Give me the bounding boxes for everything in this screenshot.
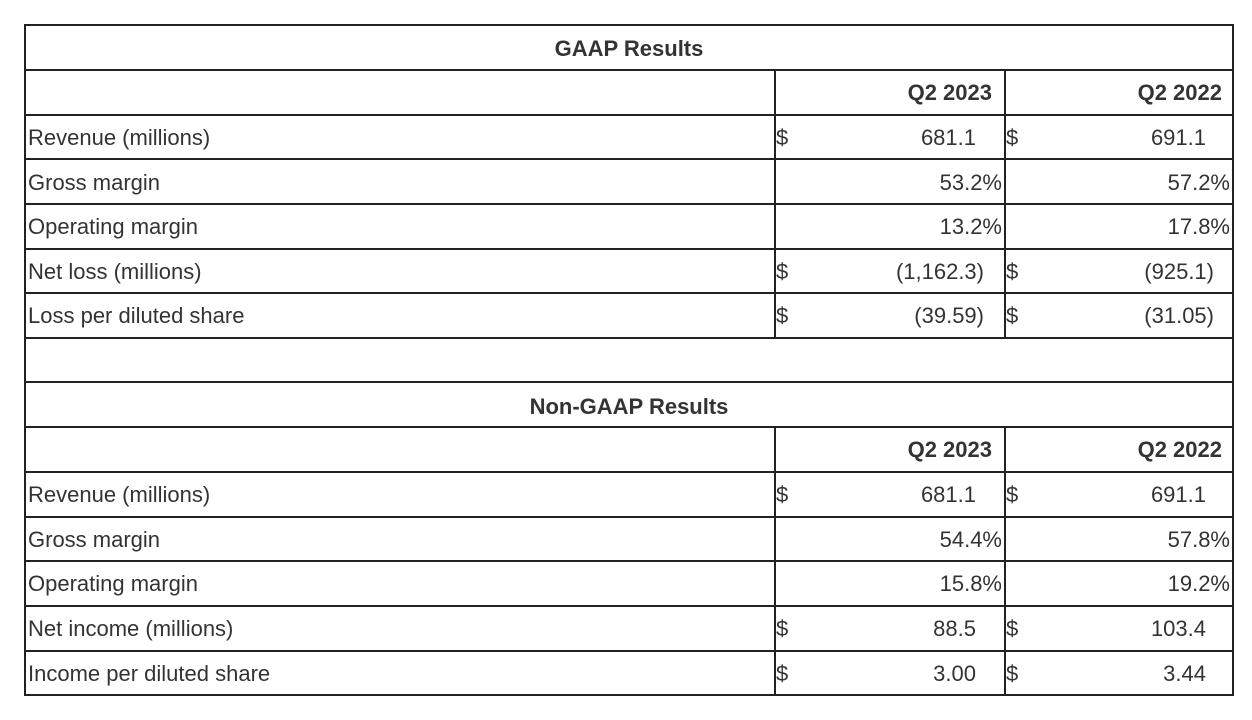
gaap-value-q2-2023: (39.59) <box>914 303 984 328</box>
gaap-row-label: Net loss (millions) <box>28 259 202 284</box>
divider <box>26 605 1232 607</box>
non-gaap-value-q2-2022: 57.8% <box>1167 527 1230 552</box>
gaap-value-q2-2022: (925.1) <box>1144 259 1214 284</box>
gaap-value-q2-2022: 17.8% <box>1167 214 1230 239</box>
currency-symbol: $ <box>1006 125 1019 150</box>
gaap-section-title: GAAP Results <box>554 36 704 61</box>
non-gaap-value-q2-2023: 15.8% <box>939 571 1002 596</box>
gaap-value-q2-2023: 53.2% <box>939 170 1002 195</box>
non-gaap-row-label: Income per diluted share <box>28 661 271 686</box>
divider <box>26 337 1232 339</box>
results-table <box>24 24 1234 696</box>
gaap-row-label: Loss per diluted share <box>28 303 245 328</box>
currency-symbol: $ <box>776 125 789 150</box>
currency-symbol: $ <box>1006 616 1019 641</box>
non-gaap-row-label: Revenue (millions) <box>28 482 211 507</box>
divider <box>26 248 1232 250</box>
gaap-row-label: Gross margin <box>28 170 161 195</box>
non-gaap-col-header-q2-2022: Q2 2022 <box>1137 437 1222 462</box>
non-gaap-row-label: Net income (millions) <box>28 616 234 641</box>
divider <box>26 158 1232 160</box>
currency-symbol: $ <box>1006 661 1019 686</box>
currency-symbol: $ <box>776 303 789 328</box>
non-gaap-section-title: Non-GAAP Results <box>529 394 729 419</box>
divider <box>26 516 1232 518</box>
gaap-value-q2-2023: 681.1 <box>920 125 976 150</box>
divider <box>26 560 1232 562</box>
gaap-col-header-q2-2023: Q2 2023 <box>907 80 992 105</box>
currency-symbol: $ <box>1006 482 1019 507</box>
non-gaap-value-q2-2023: 88.5 <box>933 616 976 641</box>
divider <box>26 426 1232 428</box>
gaap-value-q2-2023: 13.2% <box>939 214 1002 239</box>
divider <box>26 114 1232 116</box>
gaap-value-q2-2022: (31.05) <box>1144 303 1214 328</box>
non-gaap-value-q2-2022: 19.2% <box>1167 571 1230 596</box>
non-gaap-value-q2-2023: 54.4% <box>939 527 1002 552</box>
non-gaap-value-q2-2022: 3.44 <box>1163 661 1206 686</box>
divider <box>26 69 1232 71</box>
non-gaap-value-q2-2023: 3.00 <box>933 661 976 686</box>
non-gaap-value-q2-2023: 681.1 <box>920 482 976 507</box>
non-gaap-value-q2-2022: 103.4 <box>1150 616 1206 641</box>
gaap-col-header-q2-2022: Q2 2022 <box>1137 80 1222 105</box>
non-gaap-row-label: Operating margin <box>28 571 198 596</box>
currency-symbol: $ <box>776 259 789 284</box>
currency-symbol: $ <box>776 661 789 686</box>
currency-symbol: $ <box>776 482 789 507</box>
non-gaap-row-label: Gross margin <box>28 527 161 552</box>
gaap-value-q2-2022: 57.2% <box>1167 170 1230 195</box>
gaap-row-label: Revenue (millions) <box>28 125 211 150</box>
gaap-value-q2-2023: (1,162.3) <box>895 259 984 284</box>
column-divider <box>1004 69 1006 337</box>
currency-symbol: $ <box>1006 259 1019 284</box>
gaap-value-q2-2022: 691.1 <box>1150 125 1206 150</box>
divider <box>26 203 1232 205</box>
gaap-row-label: Operating margin <box>28 214 198 239</box>
divider <box>26 381 1232 383</box>
currency-symbol: $ <box>776 616 789 641</box>
divider <box>26 292 1232 294</box>
divider <box>26 650 1232 652</box>
non-gaap-col-header-q2-2023: Q2 2023 <box>907 437 992 462</box>
non-gaap-value-q2-2022: 691.1 <box>1150 482 1206 507</box>
currency-symbol: $ <box>1006 303 1019 328</box>
column-divider <box>774 69 776 337</box>
column-divider <box>1004 426 1006 694</box>
column-divider <box>774 426 776 694</box>
divider <box>26 471 1232 473</box>
